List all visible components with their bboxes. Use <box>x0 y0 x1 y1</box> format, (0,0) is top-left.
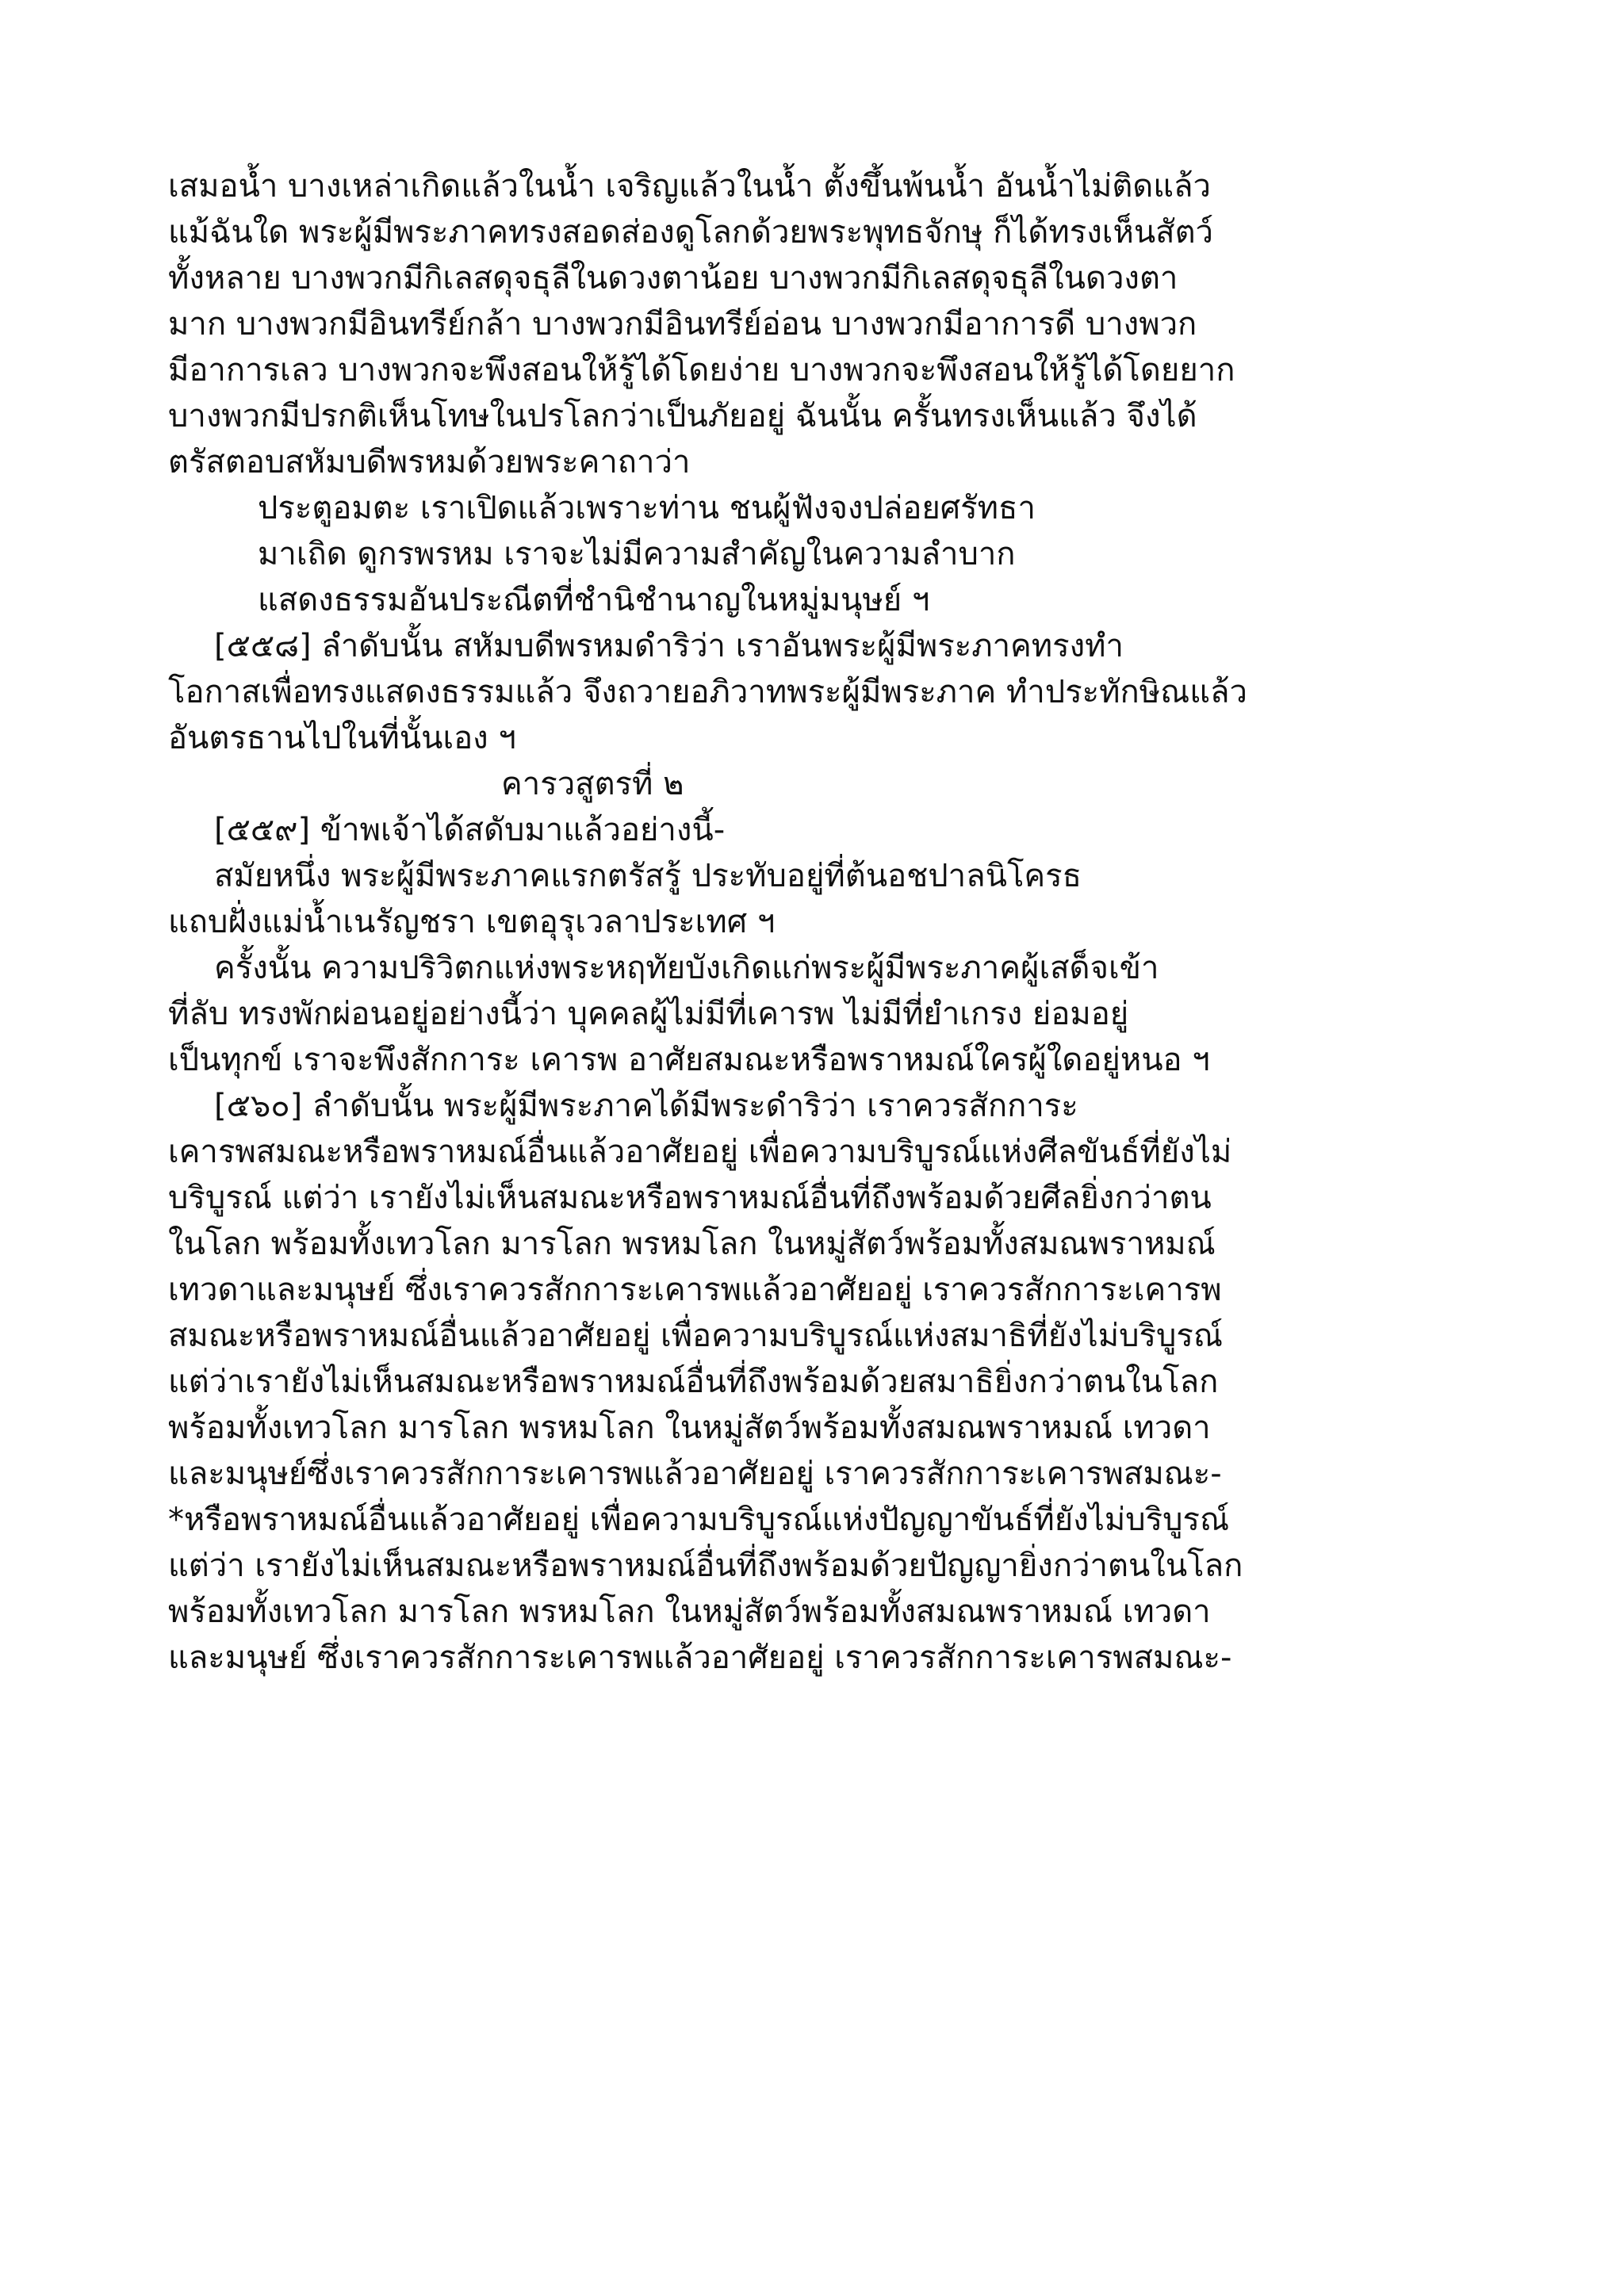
text-line: มีอาการเลว บางพวกจะพึงสอนให้รู้ได้โดยง่าย บางพวกจะพึงสอนให้รู้ได้โดยยาก <box>168 352 1235 388</box>
text-line: *หรือพราหมณ์อื่นแล้วอาศัยอยู่ เพื่อความบริบูรณ์แห่งปัญญาขันธ์ที่ยังไม่บริบูรณ์ <box>168 1502 1230 1538</box>
text-line: อันตรธานไปในที่นั้นเอง ฯ <box>168 720 516 756</box>
text-line: และมนุษย์ซึ่งเราควรสักการะเคารพแล้วอาศัยอยู่ เราควรสักการะเคารพสมณะ- <box>168 1456 1222 1492</box>
text-line: โอกาสเพื่อทรงแสดงธรรมแล้ว จึงถวายอภิวาทพระผู้มีพระภาค ทำประทักษิณแล้ว <box>168 674 1247 710</box>
sutta-heading: คารวสูตรที่ ๒ <box>501 766 684 802</box>
text-line: ครั้งนั้น ความปริวิตกแห่งพระหฤทัยบังเกิดแก่พระผู้มีพระภาคผู้เสด็จเข้า <box>214 950 1159 986</box>
verse-line: มาเถิด ดูกรพรหม เราจะไม่มีความสำคัญในความลำบาก <box>258 536 1016 572</box>
text-line: แต่ว่า เรายังไม่เห็นสมณะหรือพราหมณ์อื่นที่ถึงพร้อมด้วยปัญญายิ่งกว่าตนในโลก <box>168 1548 1243 1584</box>
paragraph-558-start: [๕๕๘] ลำดับนั้น สหัมบดีพรหมดำริว่า เราอันพระผู้มีพระภาคทรงทำ <box>214 628 1124 664</box>
text-line: มาก บางพวกมีอินทรีย์กล้า บางพวกมีอินทรีย์อ่อน บางพวกมีอาการดี บางพวก <box>168 306 1197 342</box>
paragraph-560-start: [๕๖๐] ลำดับนั้น พระผู้มีพระภาคได้มีพระดำริว่า เราควรสักการะ <box>214 1088 1078 1124</box>
text-line: เสมอน้ำ บางเหล่าเกิดแล้วในน้ำ เจริญแล้วในน้ำ ตั้งขึ้นพ้นน้ำ อันน้ำไม่ติดแล้ว <box>168 168 1212 205</box>
text-line: บางพวกมีปรกติเห็นโทษในปรโลกว่าเป็นภัยอยู่ ฉันนั้น ครั้นทรงเห็นแล้ว จึงได้ <box>168 398 1197 434</box>
text-line: ที่ลับ ทรงพักผ่อนอยู่อย่างนี้ว่า บุคคลผู้ไม่มีที่เคารพ ไม่มีที่ยำเกรง ย่อมอยู่ <box>168 996 1129 1032</box>
text-line: สมัยหนึ่ง พระผู้มีพระภาคแรกตรัสรู้ ประทับอยู่ที่ต้นอชปาลนิโครธ <box>214 858 1082 894</box>
text-line: พร้อมทั้งเทวโลก มารโลก พรหมโลก ในหมู่สัตว์พร้อมทั้งสมณพราหมณ์ เทวดา <box>168 1410 1211 1446</box>
verse-line: แสดงธรรมอันประณีตที่ชำนิชำนาญในหมู่มนุษย์ ฯ <box>258 582 930 618</box>
text-line: เป็นทุกข์ เราจะพึงสักการะ เคารพ อาศัยสมณะหรือพราหมณ์ใครผู้ใดอยู่หนอ ฯ <box>168 1042 1210 1078</box>
text-line: และมนุษย์ ซึ่งเราควรสักการะเคารพแล้วอาศัยอยู่ เราควรสักการะเคารพสมณะ- <box>168 1640 1232 1676</box>
text-line: เคารพสมณะหรือพราหมณ์อื่นแล้วอาศัยอยู่ เพื่อความบริบูรณ์แห่งศีลขันธ์ที่ยังไม่ <box>168 1134 1232 1170</box>
text-line: แถบฝั่งแม่น้ำเนรัญชรา เขตอุรุเวลาประเทศ ฯ <box>168 904 776 940</box>
text-line: แต่ว่าเรายังไม่เห็นสมณะหรือพราหมณ์อื่นที่ถึงพร้อมด้วยสมาธิยิ่งกว่าตนในโลก <box>168 1364 1219 1400</box>
text-line: บริบูรณ์ แต่ว่า เรายังไม่เห็นสมณะหรือพราหมณ์อื่นที่ถึงพร้อมด้วยศีลยิ่งกว่าตน <box>168 1180 1212 1216</box>
text-line: พร้อมทั้งเทวโลก มารโลก พรหมโลก ในหมู่สัตว์พร้อมทั้งสมณพราหมณ์ เทวดา <box>168 1594 1211 1630</box>
verse-line: ประตูอมตะ เราเปิดแล้วเพราะท่าน ชนผู้ฟังจงปล่อยศรัทธา <box>258 490 1036 526</box>
text-line: ตรัสตอบสหัมบดีพรหมด้วยพระคาถาว่า <box>168 444 691 480</box>
paragraph-559-start: [๕๕๙] ข้าพเจ้าได้สดับมาแล้วอย่างนี้- <box>214 812 726 848</box>
text-line: เทวดาและมนุษย์ ซึ่งเราควรสักการะเคารพแล้วอาศัยอยู่ เราควรสักการะเคารพ <box>168 1272 1222 1308</box>
text-line: แม้ฉันใด พระผู้มีพระภาคทรงสอดส่องดูโลกด้วยพระพุทธจักษุ ก็ได้ทรงเห็นสัตว์ <box>168 214 1214 251</box>
text-line: ในโลก พร้อมทั้งเทวโลก มารโลก พรหมโลก ในหมู่สัตว์พร้อมทั้งสมณพราหมณ์ <box>168 1226 1216 1262</box>
text-line: ทั้งหลาย บางพวกมีกิเลสดุจธุลีในดวงตาน้อย บางพวกมีกิเลสดุจธุลีในดวงตา <box>168 260 1178 297</box>
text-line: สมณะหรือพราหมณ์อื่นแล้วอาศัยอยู่ เพื่อความบริบูรณ์แห่งสมาธิที่ยังไม่บริบูรณ์ <box>168 1318 1223 1354</box>
